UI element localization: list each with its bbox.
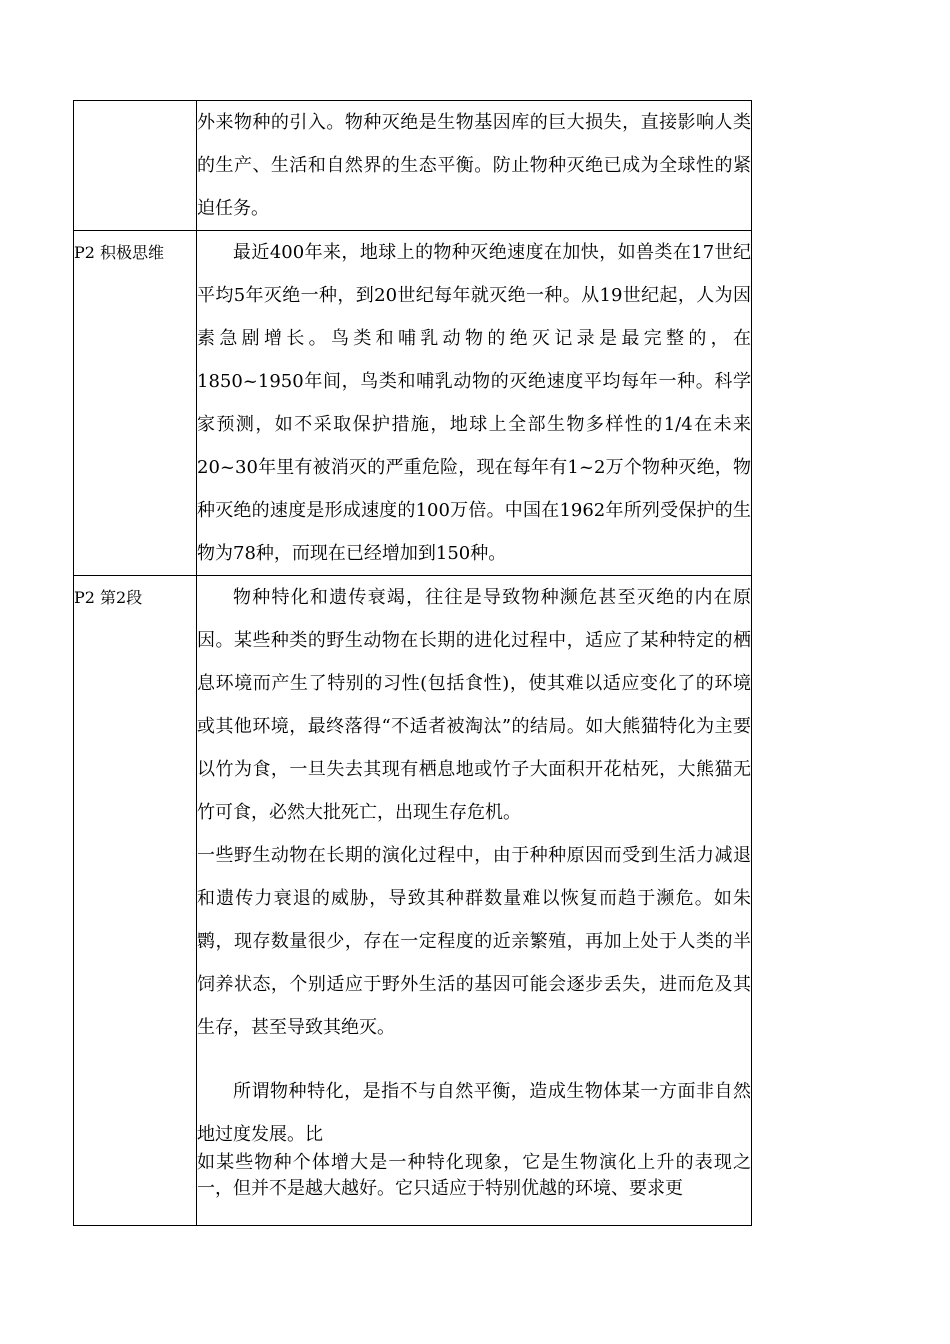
row-content [197,101,752,231]
paragraph: 物种特化和遗传衰竭，往往是导致物种濒危甚至灭绝的内在原因。某些种类的野生动物在长期的进化过程中，适应了某种特定的栖息环境而产生了特别的习性(包括食性)，使其难以适应变化了的环境或其他环境，最终落得“不适者被淘汰”的结局。如大熊猫特化为主要以竹为食，一旦失去其现有栖息地或竹子大面积开花枯死，大熊猫无竹可食，必然大批死亡，出现生存危机。 [197,587,751,823]
paragraph-spacer [197,1049,751,1070]
table-row [74,231,752,576]
row-content [197,576,752,1226]
row-content [197,231,752,576]
row-label [74,101,197,231]
paragraph: 外来物种的引入。物种灭绝是生物基因库的巨大损失，直接影响人类的生产、生活和自然界的生态平衡。防止物种灭绝已成为全球性的紧迫任务。 [197,112,751,219]
row-label: P2 积极思维 [74,231,197,576]
paragraph: 如某些物种个体增大是一种特化现象，它是生物演化上升的表现之一，但并不是越大越好。它只适应于特别优越的环境、要求更 [197,1152,751,1199]
row-label: P2 第2段 [74,576,197,1226]
paragraph: 一些野生动物在长期的演化过程中，由于种种原因而受到生活力减退和遗传力衰退的威胁，导致其种群数量难以恢复而趋于濒危。如朱鹮，现存数量很少，存在一定程度的近亲繁殖，再加上处于人类的半饲养状态，个别适应于野外生活的基因可能会逐步丢失，进而危及其生存，甚至导致其绝灭。 [197,845,751,1038]
document-table [73,100,752,1226]
paragraph: 所谓物种特化，是指不与自然平衡，造成生物体某一方面非自然地过度发展。比 [197,1081,751,1145]
paragraph: 最近400年来，地球上的物种灭绝速度在加快，如兽类在17世纪平均5年灭绝一种，到20世纪每年就灭绝一种。从19世纪起，人为因素急剧增长。鸟类和哺乳动物的绝灭记录是最完整的，在1850~1950年间，鸟类和哺乳动物的灭绝速度平均每年一种。科学家预测，如不采取保护措施，地球上全部生物多样性的1/4在未来20~30年里有被消灭的严重危险，现在每年有1~2万个物种灭绝，物种灭绝的速度是形成速度的100万倍。中国在1962年所列受保护的生物为78种，而现在已经增加到150种。 [197,242,751,564]
table-row [74,101,752,231]
table-row [74,576,752,1226]
